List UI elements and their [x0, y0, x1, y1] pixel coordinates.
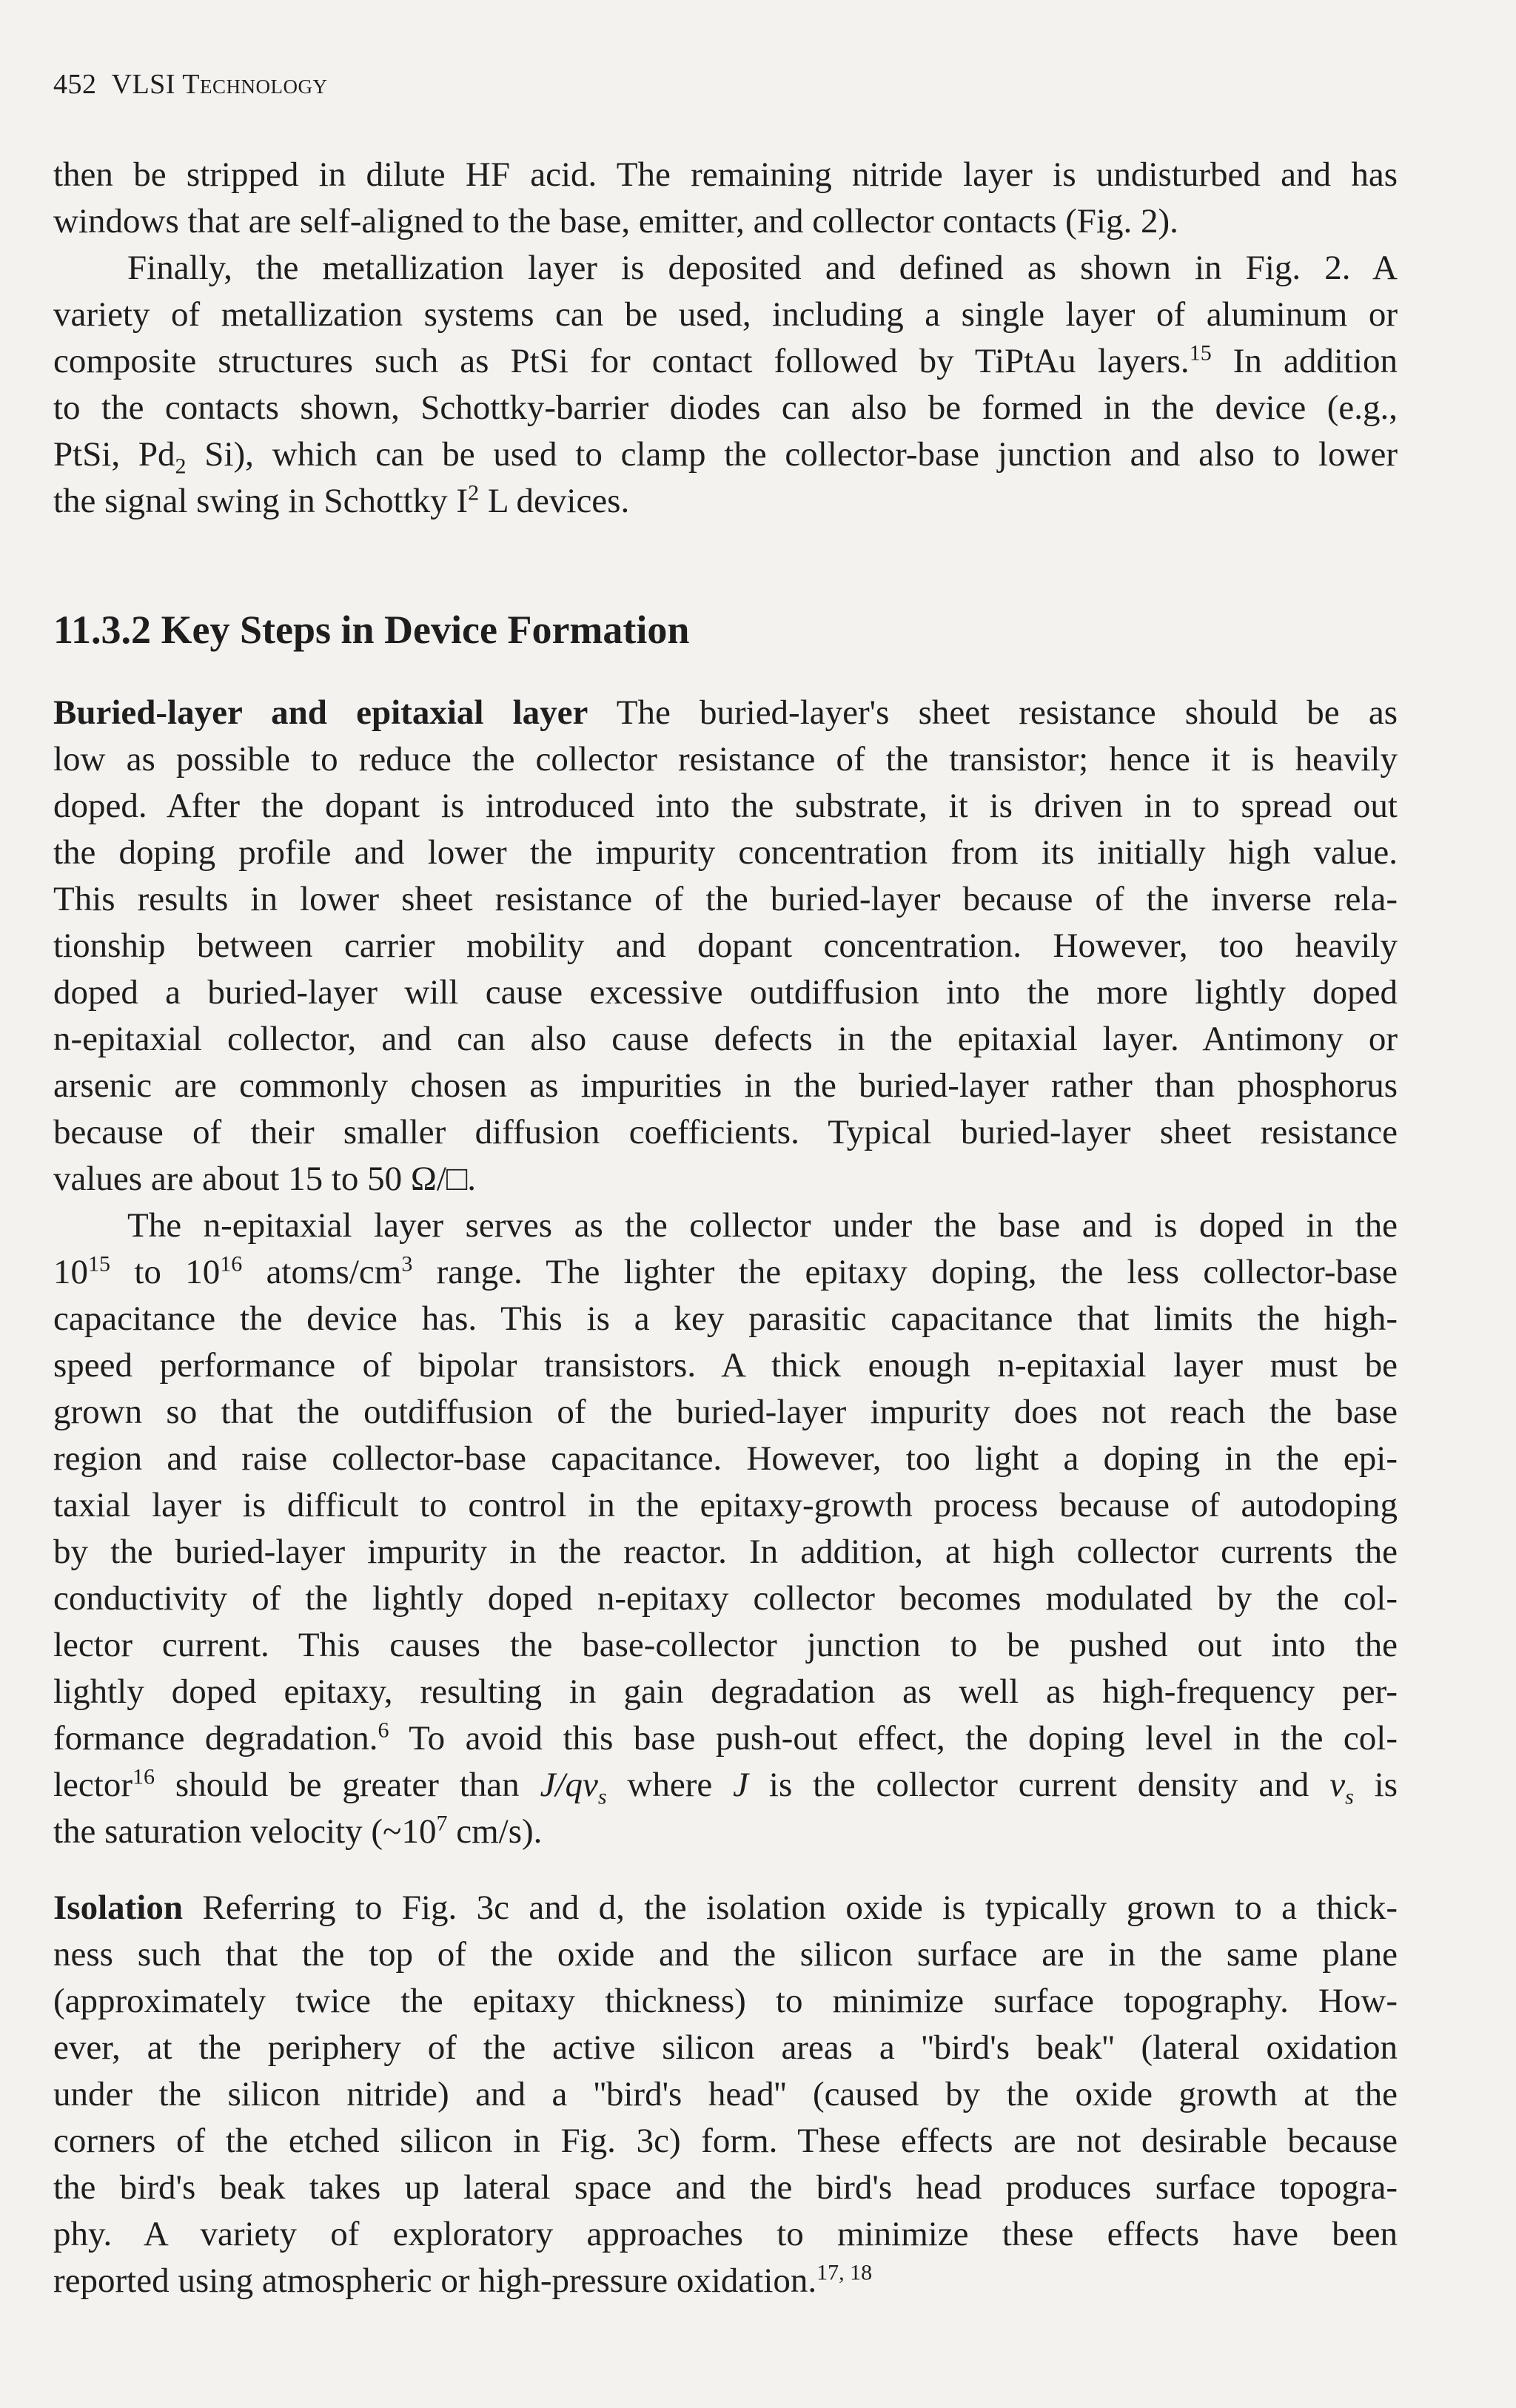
text-line: The n-epitaxial layer serves as the collector under the base and is doped in the: [127, 1206, 1398, 1245]
text-line: n-epitaxial collector, and can also cause defects in the epitaxial layer. Antimony or: [53, 1020, 1398, 1058]
text-line: windows that are self-aligned to the base, emitter, and collector contacts (Fig. 2).: [53, 202, 1178, 241]
text-line: the saturation velocity ($\sim 10^7$ cm/s).: [53, 1811, 543, 1851]
text-line: to the contacts shown, Schottky-barrier diodes can also be formed in the device (e.g.,: [53, 389, 1398, 427]
text-line: corners of the etched silicon in Fig. 3c) form. These effects are not desirable because: [53, 2122, 1398, 2160]
text-line: lector current. This causes the base-collector junction to be pushed out into the: [53, 1626, 1398, 1664]
text-line: the signal swing in Schottky $I^2$ L devices.: [53, 480, 630, 520]
paragraph-2: [53, 245, 1398, 525]
section-heading: 11.3.2 Key Steps in Device Formation: [53, 608, 690, 652]
paragraph-buried-layer: [53, 690, 1398, 1203]
text-line: values are about 15 to 50 Ω/□.: [53, 1160, 477, 1198]
text-line: taxial layer is difficult to control in the epitaxy-growth process because of autodoping: [53, 1486, 1398, 1524]
running-header: [53, 68, 327, 101]
text-line: Buried-layer and epitaxial layer The buried-layer's sheet resistance should be as: [53, 693, 1398, 732]
text-line: variety of metallization systems can be used, including a single layer of aluminum or: [53, 295, 1398, 334]
paragraph-isolation: [53, 1885, 1398, 2304]
running-title: VLSI Technology: [111, 69, 328, 100]
text-line: grown so that the outdiffusion of the buried-layer impurity does not reach the base: [53, 1393, 1398, 1431]
text-line: doped a buried-layer will cause excessive outdiffusion into the more lightly doped: [53, 973, 1398, 1012]
text-line: the doping profile and lower the impurity concentration from its initially high value.: [53, 833, 1398, 872]
text-line: doped. After the dopant is introduced into the substrate, it is driven in to spread out: [53, 787, 1398, 825]
page-number: 452: [53, 69, 97, 100]
text-line: speed performance of bipolar transistors. A thick enough n-epitaxial layer must be: [53, 1346, 1398, 1385]
text-line: reported using atmospheric or high-pressure oxidation.$^{17, 18}$: [53, 2260, 873, 2300]
paragraph-1: [53, 152, 1398, 245]
text-line: phy. A variety of exploratory approaches to minimize these effects have been: [53, 2215, 1398, 2253]
text-line: low as possible to reduce the collector resistance of the transistor; hence it is heavily: [53, 740, 1398, 778]
text-line: tionship between carrier mobility and dopant concentration. However, too heavily: [53, 926, 1398, 965]
text-line: $10^{15}$ to $10^{16}$ atoms/$cm^3$ range. The lighter the epitaxy doping, the less collector-base: [53, 1251, 1398, 1291]
text-line: formance degradation.$^6$ To avoid this base push-out effect, the doping level in the col-: [53, 1718, 1398, 1758]
paragraph-epitaxial: [53, 1203, 1398, 1855]
text-line: the bird's beak takes up lateral space and the bird's head produces surface topogra-: [53, 2168, 1398, 2207]
text-line: ness such that the top of the oxide and the silicon surface are in the same plane: [53, 1935, 1398, 1974]
text-line: Finally, the metallization layer is deposited and defined as shown in Fig. 2. A: [127, 249, 1398, 287]
text-line: because of their smaller diffusion coefficients. Typical buried-layer sheet resistance: [53, 1113, 1398, 1151]
text-line: then be stripped in dilute HF acid. The remaining nitride layer is undisturbed and has: [53, 155, 1398, 194]
text-line: composite structures such as PtSi for contact followed by TiPtAu layers.$^{15}$ In addition: [53, 340, 1398, 380]
run-in-heading: Isolation: [53, 1889, 183, 1927]
run-in-heading: Buried-layer and epitaxial layer: [53, 693, 588, 732]
text-line: lector$^{16}$ should be greater than $J/qv_s$ where J is the collector current density and $v_s$ is: [53, 1764, 1398, 1809]
text-line: under the silicon nitride) and a ''bird's head'' (caused by the oxide growth at the: [53, 2075, 1398, 2113]
text-line: arsenic are commonly chosen as impurities in the buried-layer rather than phosphorus: [53, 1066, 1398, 1105]
text-line: PtSi, $Pd_2$ Si), which can be used to clamp the collector-base junction and also to lower: [53, 435, 1398, 479]
text-line: region and raise collector-base capacitance. However, too light a doping in the epi-: [53, 1439, 1398, 1478]
text-line: lightly doped epitaxy, resulting in gain degradation as well as high-frequency per-: [53, 1672, 1398, 1711]
text-line: capacitance the device has. This is a key parasitic capacitance that limits the high-: [53, 1299, 1398, 1338]
text-line: This results in lower sheet resistance of the buried-layer because of the inverse rela-: [53, 880, 1398, 918]
text-line: (approximately twice the epitaxy thickness) to minimize surface topography. How-: [53, 1982, 1398, 2020]
text-line: Isolation Referring to Fig. 3c and d, the isolation oxide is typically grown to a thick-: [53, 1889, 1398, 1927]
text-line: ever, at the periphery of the active silicon areas a ''bird's beak'' (lateral oxidation: [53, 2028, 1398, 2067]
text-line: conductivity of the lightly doped n-epitaxy collector becomes modulated by the col-: [53, 1579, 1398, 1618]
text-line: by the buried-layer impurity in the reactor. In addition, at high collector currents the: [53, 1533, 1398, 1571]
